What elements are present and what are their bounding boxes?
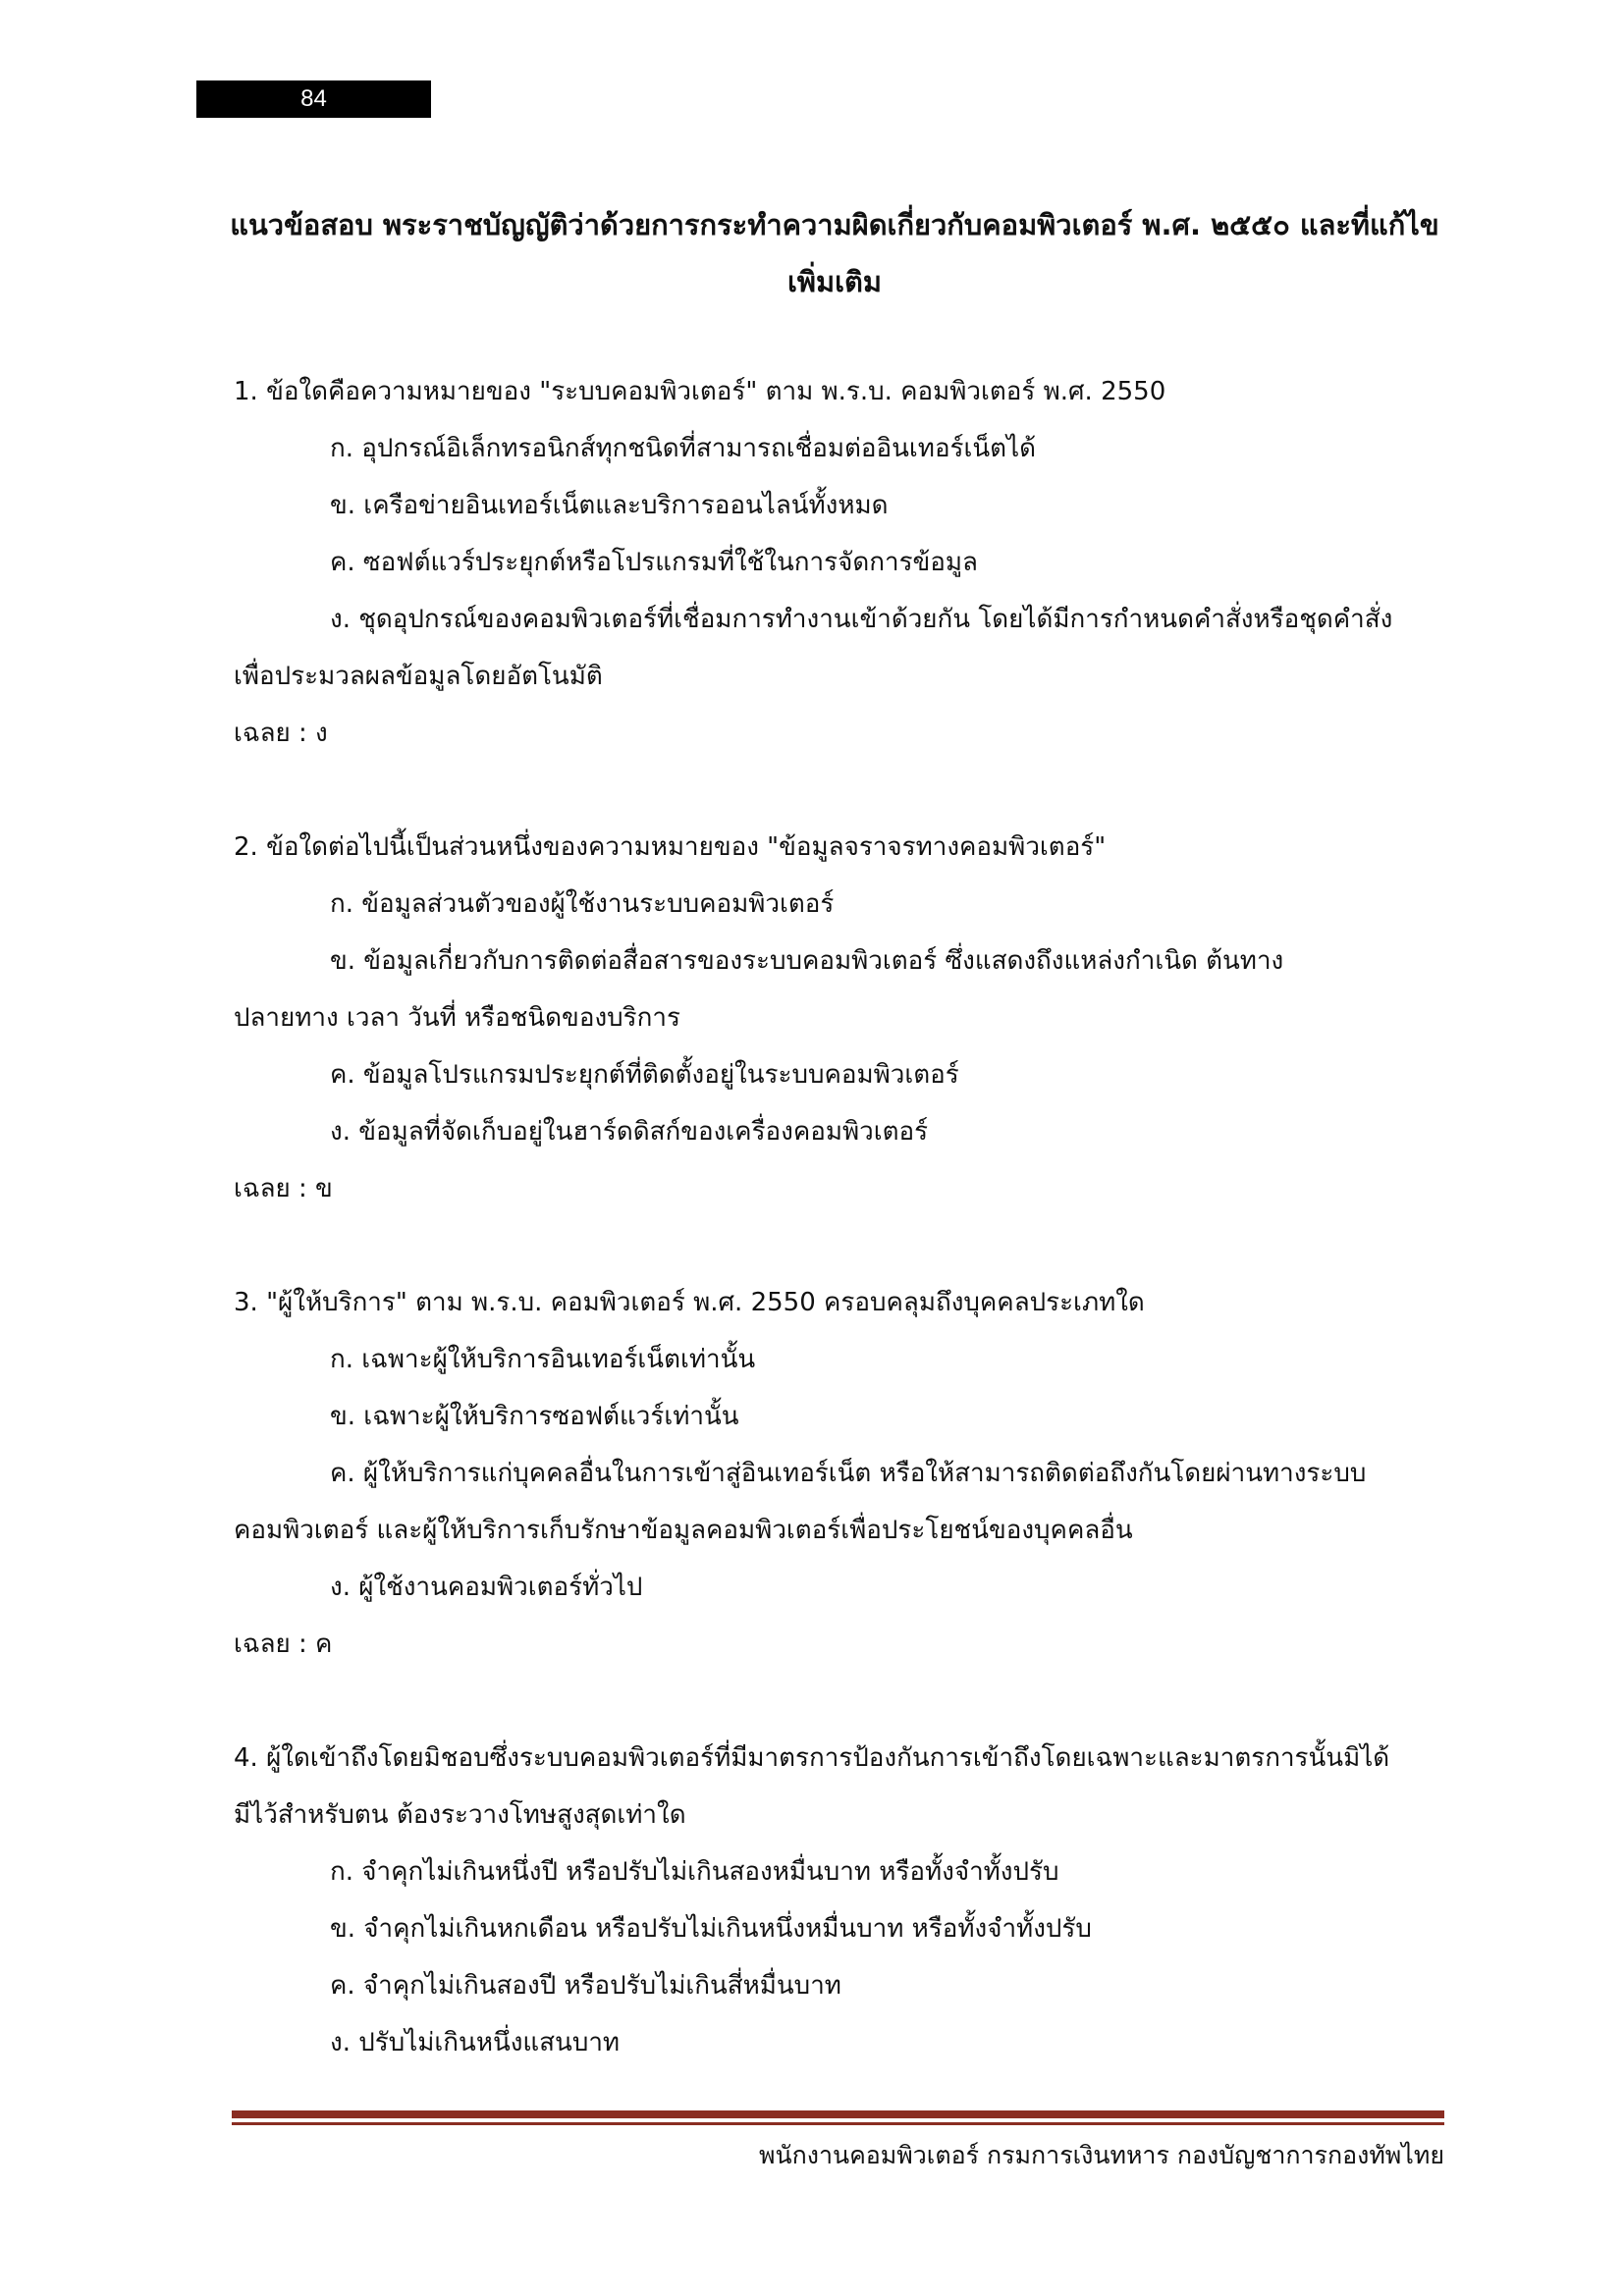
spacer <box>234 762 1441 819</box>
answer-text: เฉลย : ค <box>234 1629 333 1659</box>
option-c: ค. จำคุกไม่เกินสองปี หรือปรับไม่เกินสี่หมื่นบาท <box>330 1971 841 2001</box>
option-b: ข. เฉพาะผู้ให้บริการซอฟต์แวร์เท่านั้น <box>330 1402 739 1431</box>
title-line-1: แนวข้อสอบ พระราชบัญญัติว่าด้วยการกระทำความผิดเกี่ยวกับคอมพิวเตอร์ พ.ศ. ๒๕๕๐ และที่แก้ไข <box>230 208 1439 241</box>
spacer <box>234 1673 1441 1730</box>
question-text: 4. ผู้ใดเข้าถึงโดยมิชอบซึ่งระบบคอมพิวเตอร์ที่มีมาตรการป้องกันการเข้าถึงโดยเฉพาะและมาตรการนั้นมิได้ <box>234 1743 1390 1773</box>
title-line-2: เพิ่มเติม <box>786 265 882 298</box>
option-d: ง. ชุดอุปกรณ์ของคอมพิวเตอร์ที่เชื่อมการทำงานเข้าด้วยกัน โดยได้มีการกำหนดคำสั่งหรือชุดคำสั่ง <box>330 605 1393 634</box>
option-a: ก. อุปกรณ์อิเล็กทรอนิกส์ทุกชนิดที่สามารถเชื่อมต่ออินเทอร์เน็ตได้ <box>330 434 1037 463</box>
question-continuation: มีไว้สำหรับตน ต้องระวางโทษสูงสุดเท่าใด <box>234 1800 686 1830</box>
option-b: ข. จำคุกไม่เกินหกเดือน หรือปรับไม่เกินหนึ่งหมื่นบาท หรือทั้งจำทั้งปรับ <box>330 1914 1092 1944</box>
question-block-2 <box>234 819 1441 1217</box>
option-a: ก. ข้อมูลส่วนตัวของผู้ใช้งานระบบคอมพิวเตอร์ <box>330 889 835 919</box>
option-c: ค. ซอฟต์แวร์ประยุกต์หรือโปรแกรมที่ใช้ในการจัดการข้อมูล <box>330 548 978 577</box>
option-c: ค. ข้อมูลโปรแกรมประยุกต์ที่ติดตั้งอยู่ในระบบคอมพิวเตอร์ <box>330 1060 959 1090</box>
spacer <box>234 1217 1441 1274</box>
page-number: 84 <box>196 80 431 118</box>
question-list <box>234 363 1441 2071</box>
document-title <box>226 196 1443 310</box>
option-c: ค. ผู้ให้บริการแก่บุคคลอื่นในการเข้าสู่อินเทอร์เน็ต หรือให้สามารถติดต่อถึงกันโดยผ่านทางระบบ <box>330 1459 1367 1488</box>
footer-divider-thick <box>232 2110 1444 2118</box>
option-continuation: ปลายทาง เวลา วันที่ หรือชนิดของบริการ <box>234 1003 680 1033</box>
option-b: ข. เครือข่ายอินเทอร์เน็ตและบริการออนไลน์ทั้งหมด <box>330 491 889 520</box>
answer-text: เฉลย : ข <box>234 1174 333 1203</box>
answer-text: เฉลย : ง <box>234 719 328 748</box>
question-text: 1. ข้อใดคือความหมายของ "ระบบคอมพิวเตอร์" ตาม พ.ร.บ. คอมพิวเตอร์ พ.ศ. 2550 <box>234 377 1166 406</box>
option-d: ง. ผู้ใช้งานคอมพิวเตอร์ทั่วไป <box>330 1573 643 1602</box>
question-block-4 <box>234 1730 1441 2071</box>
option-continuation: คอมพิวเตอร์ และผู้ให้บริการเก็บรักษาข้อมูลคอมพิวเตอร์เพื่อประโยชน์ของบุคคลอื่น <box>234 1516 1133 1545</box>
option-b: ข. ข้อมูลเกี่ยวกับการติดต่อสื่อสารของระบบคอมพิวเตอร์ ซึ่งแสดงถึงแหล่งกำเนิด ต้นทาง <box>330 946 1284 976</box>
footer-divider-thin <box>232 2122 1444 2125</box>
option-a: ก. เฉพาะผู้ให้บริการอินเทอร์เน็ตเท่านั้น <box>330 1345 756 1374</box>
option-d: ง. ข้อมูลที่จัดเก็บอยู่ในฮาร์ดดิสก์ของเครื่องคอมพิวเตอร์ <box>330 1117 929 1147</box>
question-block-1 <box>234 363 1441 762</box>
option-a: ก. จำคุกไม่เกินหนึ่งปี หรือปรับไม่เกินสองหมื่นบาท หรือทั้งจำทั้งปรับ <box>330 1857 1059 1887</box>
footer-organization: พนักงานคอมพิวเตอร์ กรมการเงินทหาร กองบัญชาการกองทัพไทย <box>759 2141 1444 2169</box>
option-d: ง. ปรับไม่เกินหนึ่งแสนบาท <box>330 2028 621 2057</box>
question-text: 3. "ผู้ให้บริการ" ตาม พ.ร.บ. คอมพิวเตอร์ พ.ศ. 2550 ครอบคลุมถึงบุคคลประเภทใด <box>234 1288 1145 1317</box>
question-text: 2. ข้อใดต่อไปนี้เป็นส่วนหนึ่งของความหมายของ "ข้อมูลจราจรทางคอมพิวเตอร์" <box>234 832 1107 862</box>
option-continuation: เพื่อประมวลผลข้อมูลโดยอัตโนมัติ <box>234 662 603 691</box>
question-block-3 <box>234 1274 1441 1673</box>
